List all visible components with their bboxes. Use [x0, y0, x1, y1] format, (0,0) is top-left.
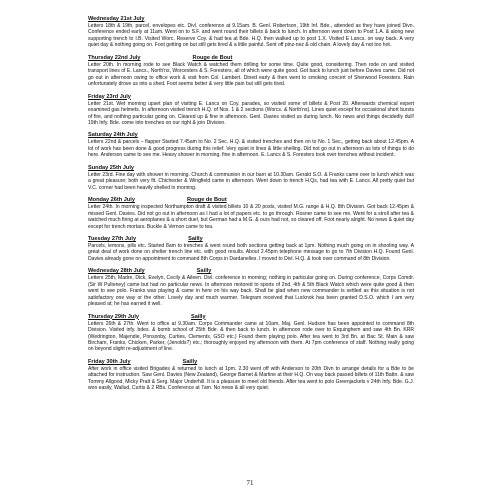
entry-heading: [88, 16, 414, 23]
page-number: 71: [246, 479, 254, 487]
entry-date: Sunday 25th July: [88, 164, 135, 171]
diary-entry: [88, 94, 414, 127]
entry-text: After work in office visited Brigades & returned to lunch at 1pm. 2.30 went off with Anderson to 20th Divn to arrange details for a Bde to be attached for instruction. Saw Genl. Davies (New Zealand), George Barnet & Martine at their H.Q. On way back passed billets of 11th Battn. & saw Tommy Allgood, Micky Pratt & Serg. Major Underhill. It is a pleasure to meet old friends. After tea went to polo Greenjackets v 24th Infy. Bde. G.J. won easily, Wallud, Curtis & 2 RBs. Conference at 7am. No news & all very quiet.: [88, 365, 414, 392]
diary-entry: [88, 197, 414, 230]
entry-place: Rouge de Bout: [186, 197, 227, 204]
entry-text: Parcels, lemons, pills etc. Started 8am to trenches & went round both sections getting back at 1pm. Nothing much going on in shooting way. A great deal of work done on shelter trench line etc. with good results. About 2.45pm telephone message to go to 7th Division H.Q. Found Genl. Davies already gone on appointment to command 8th Corps in Dardanelles. I moved to Divl. H.Q. & took over command of 8th Division.: [88, 242, 414, 262]
entry-text: Letters 26th & 27th. Went to office at 9.30am. Corps Commander came at 10am. Maj. Genl. Hudson has been appointed to command 8th Division. Visited infy. bdes. & bomb school of 25th Bde. & then back to lunch. In afternoon rode over to Erquinghem and saw 4th Bn. KRR (Wedrington, Majendie, Ponsonby, Curties, Clements, GSO etc.) Found them playing polo. After tea went to 3rd Bn. at Bac St. Main & saw Bircham, Franks, Chicken, Parker, (Jenolds?) etc.; thoroughly enjoyed my afternoon with them. At 7pm conference of staff. Nothing really going on beyond slight re-adjustment of line.: [88, 320, 414, 353]
entry-heading: [88, 165, 414, 172]
entry-text: Letter 20th. In morning rode to see Black Watch & watched them drilling for some time. Quite good, considering. Then rode on and visited transport lines of E. Lancs., North'ns, Worcesters & S. Foresters, all of which were quite good. Got back to lunch just before Davies came. Did not go out in afternoon owing to office work & visit from Col. Lambert. Dined early & then went to smoking concert of Sherwood Foresters. Rain unfortunately drove us into a shed. Foot seems better & very little pain but still gets tired.: [88, 61, 414, 88]
diary-entry: [88, 268, 414, 307]
entry-heading: [88, 268, 414, 275]
entry-heading: [88, 197, 414, 204]
diary-entry: [88, 236, 414, 262]
entry-heading: [88, 55, 414, 62]
diary-entry: [88, 165, 414, 191]
entry-place: Sailly: [190, 313, 206, 320]
entry-heading: [88, 132, 414, 139]
entry-date: Thursday 22nd July: [88, 54, 141, 61]
diary-entry: [88, 55, 414, 88]
entry-text: Letter 23rd. Fine day with shower in morning. Church & communion in our barn at 10.30am. Gerald S.O. & Franks came over to lunch which was a great pleasure; both very fit. Chichester & Wingfield came in afternoon. Went down to trench H.Qs, had tea with E. Lancs. All pretty quiet but V.C. corner had been heavily shelled in morning.: [88, 171, 414, 191]
entry-heading: [88, 236, 414, 243]
entry-date: Saturday 24th July: [88, 132, 138, 139]
entry-heading: [88, 314, 414, 321]
diary-entry: [88, 314, 414, 353]
entry-place: Sailly: [182, 358, 198, 365]
entry-place: Sailly: [188, 235, 203, 242]
entry-place: Sailly: [196, 268, 212, 275]
entry-date: Friday 30th July: [88, 358, 131, 365]
entry-heading: [88, 359, 414, 366]
entry-date: Tuesday 27th July: [88, 235, 137, 242]
diary-entry: [88, 16, 414, 49]
diary-page: [88, 16, 414, 398]
diary-entry: [88, 132, 414, 158]
entry-date: Friday 23rd July: [88, 93, 131, 100]
entry-date: Wednesday 28th July: [88, 268, 145, 275]
entry-text: Letter 21st. Wet morning upset plan of visiting E. Lancs on Coy. parades, so visited some of billets & Post 20. Afterwards chemical expert examined gas helmets. In afternoon visited trench H.Q. of Nos. 1 & 2 sections (Worcs. & North'ns). Lines quiet except for occasional short bursts of fire, and nothing particular going on. Cleared up & fine in afternoon. Genl. Davies visited us during lunch. No news and things decidedly dull! 19th Infy. Bde. come into trenches on our right & join Division.: [88, 100, 414, 126]
entry-text: Letter 24th. In morning inspected Northampton draft & visited billets 10 & 20 posts, visited M.G. range & H.Q. 8th Division. Got back 12.45pm & missed Genl. Davies. Did not go out in afternoon as I had a lot of papers etc. to go through. Rosner came to see me. Went for a stroll after tea & watched much firing at aeroplanes & a short duel, but German had a M.G. & ours had not, so cleared off. Foot nearly alright. No news & quiet day except for trench mortars. Buckle & Vernon came to tea.: [88, 204, 414, 230]
entry-place: Rouge de Bout: [192, 54, 233, 61]
entry-date: Thursday 29th July: [88, 313, 139, 320]
entry-heading: [88, 94, 414, 101]
entry-text: Letters 18th & 19th, parcel, envelopes etc. Divl. conference at 9.15am. B. Genl. Robertson, 19th Inf. Bde., attended as they have joined Divn. Conference ended early at 11am. Went on to S.F. and went round their billets & back to lunch. In afternoon went down to Post 1.A. & along new supporting trench to I.B. Visited Worc. Reserve Coy. & had tea at Bde. H.Q. then walked up to post 1.X. Visited E Lancs. on way back. A very quiet day & nothing going on. Foot getting on but still gets tired & a little painful. Sent off pinz-nez & old chain. A lovely day & not too hot.: [88, 23, 414, 49]
entry-date: Monday 26th July: [88, 197, 135, 204]
entry-text: Letters 25th, Madre, Dick, Evelyn, Cecily & Aileen. Divl. conference in morning; nothing in particular going on. During conference, Corps Comdr. (Sir W Pulteney) came but had no particular news. In afternoon motored to sports of 2nd, 4th & 5th Black Watch which were quite good & then went to see polo. Franks was playing & came in here on his way back. Shall be glad when new commander is settled as this situation is not satisfactory one way or the other. Lovely day and much warmer. Telegram received that Lucknok has been granted D.S.O. which I am very pleased at; he has earned it well.: [88, 275, 414, 308]
entry-text: Letters 22nd & parcels – flapper Started 7.45am to No. 2 Sec. H.Q. & visited trenches and then on to No. 1 Sec., getting back about 12.45pm. A lot of work has been done & good progress during this relief. Very quiet in lines & little shelling. Did not go out in afternoon as lots of things to do here. Anderson came to see me. Heavy shower in morning, fine in afternoon. E. Lancs & S. Foresters took over trenches without incident.: [88, 139, 414, 159]
entry-date: Wednesday 21st July: [88, 16, 145, 22]
diary-entry: [88, 359, 414, 392]
